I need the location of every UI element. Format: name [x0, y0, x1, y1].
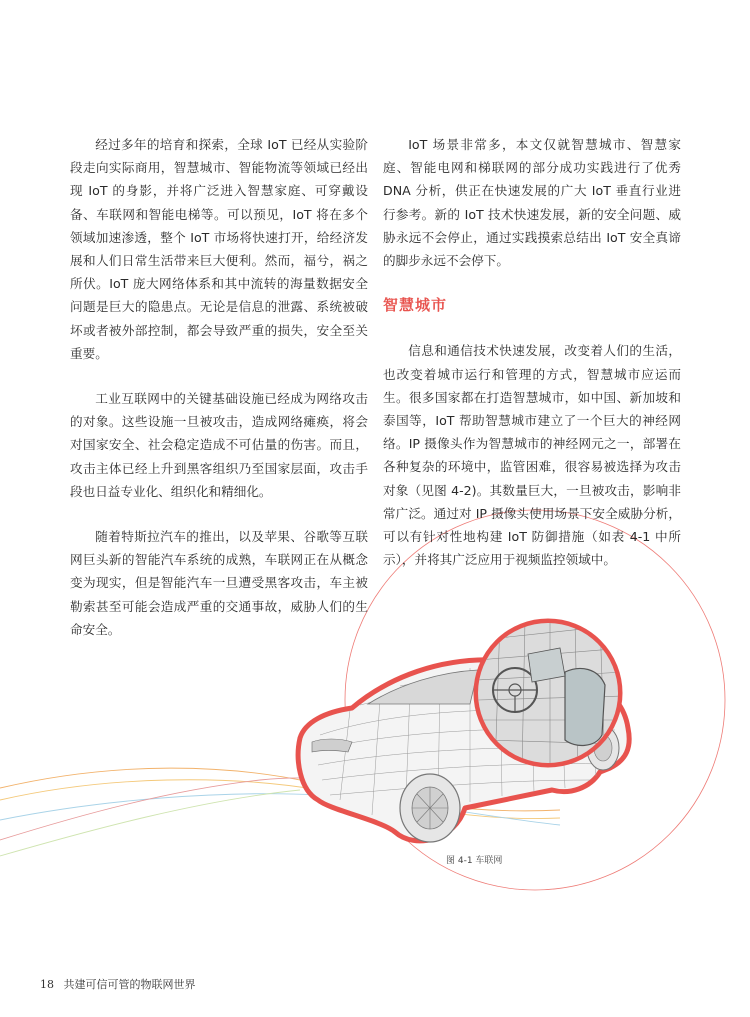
paragraph-iot-overview: 经过多年的培育和探索，全球 IoT 已经从实验阶段走向实际商用，智慧城市、智能物流等领域已经出现 IoT 的身影，并将广泛进入智慧家庭、可穿戴设备、车联网和智能电梯等。可以预见，IoT 将在多个领域加速渗透，整个 IoT 市场将快速打开，给经济发展和人们日常生活带来巨大便利。然而，福兮，祸之所伏。IoT 庞大网络体系和其中流转的海量数据安全问题是巨大的隐患点。无论是信息的泄露、系统被破坏或者被外部控制，都会导致严重的损失，安全至关重要。	[70, 137, 368, 361]
left-column	[70, 133, 368, 663]
right-column	[383, 133, 681, 593]
paragraph-iot-scenarios: IoT 场景非常多，本文仅就智慧城市、智慧家庭、智能电网和梯联网的部分成功实践进行了优秀 DNA 分析，供正在快速发展的广大 IoT 垂直行业进行参考。新的 IoT 技术快速发展，新的安全问题、威胁永远不会停止，通过实践摸索总结出 IoT 安全真谛的脚步永远不会停下。	[383, 137, 681, 269]
page-footer	[40, 976, 196, 992]
page-number: 18	[40, 978, 54, 991]
paragraph-connected-cars: 随着特斯拉汽车的推出，以及苹果、谷歌等互联网巨头新的智能汽车系统的成熟，车联网正在从概念变为现实，但是智能汽车一旦遭受黑客攻击，车主被勒索甚至可能会造成严重的交通事故，威胁人们的生命安全。	[70, 529, 368, 637]
book-title: 共建可信可管的物联网世界	[63, 978, 196, 991]
section-heading-smart-city: 智慧城市	[383, 296, 448, 315]
paragraph-industrial-internet: 工业互联网中的关键基础设施已经成为网络攻击的对象。这些设施一旦被攻击，造成网络瘫痪，将会对国家安全、社会稳定造成不可估量的伤害。而且，攻击主体已经上升到黑客组织乃至国家层面，攻击手段也日益专业化、组织化和精细化。	[70, 391, 368, 499]
figure-caption: 图 4-1 车联网	[446, 856, 503, 866]
paragraph-smart-city: 信息和通信技术快速发展，改变着人们的生活，也改变着城市运行和管理的方式，智慧城市应运而生。很多国家都在打造智慧城市，如中国、新加坡和泰国等，IoT 帮助智慧城市建立了一个巨大的神经网络。IP 摄像头作为智慧城市的神经网元之一，部署在各种复杂的环境中，监管困难，很容易被选择为攻击对象（见图 4-2)。其数量巨大，一旦被攻击，影响非常广泛。通过对 IP 摄像头使用场景下安全威胁分析，可以有针对性地构建 IoT 防御措施（如表 4-1 中所示），并将其广泛应用于视频监控领域中。	[383, 343, 681, 568]
